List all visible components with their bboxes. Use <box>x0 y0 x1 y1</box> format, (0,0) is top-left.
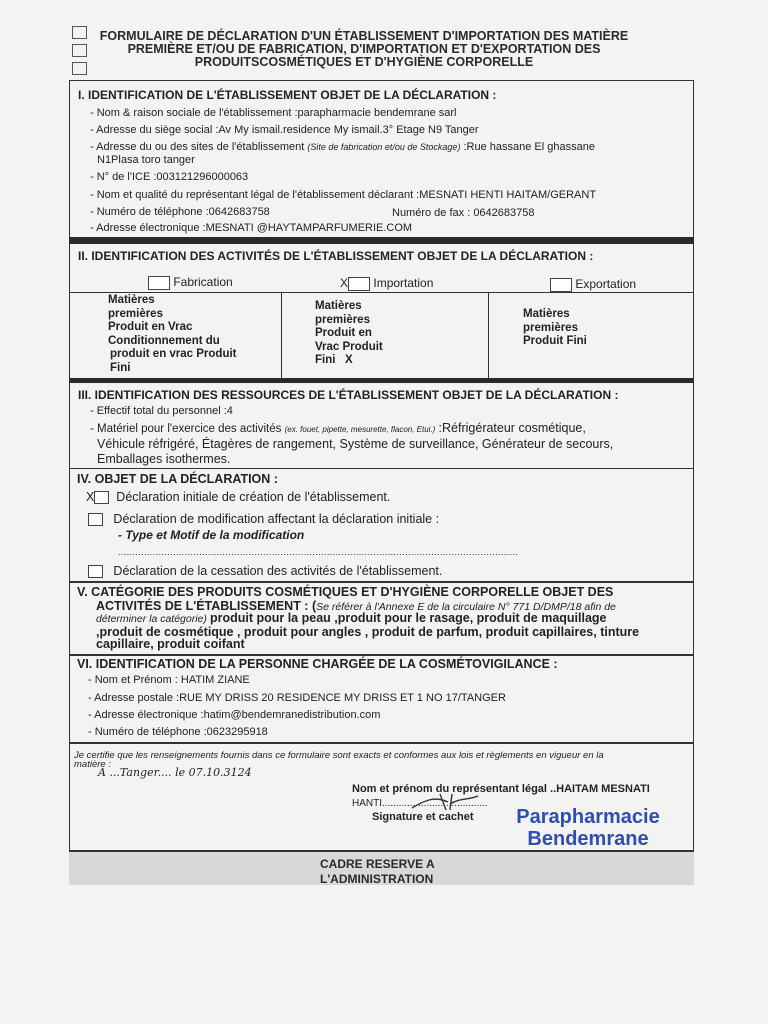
section5-note2: déterminer la catégorie) <box>96 613 207 625</box>
admin-line2: L'ADMINISTRATION <box>320 872 434 886</box>
stamp-line2: Bendemrane <box>527 828 649 850</box>
section3-materiel-value: :Réfrigérateur cosmétique, <box>438 421 586 435</box>
section2-col1 <box>108 294 237 375</box>
section3-effectif: - Effectif total du personnel :4 <box>90 405 233 417</box>
section1-adresse-sites-value: :Rue hassane El ghassane <box>463 141 595 153</box>
signature-label: Signature et cachet <box>372 811 474 823</box>
activity-fabrication <box>148 275 233 290</box>
section1-adresse-sites-value2: N1Plasa toro tanger <box>97 154 195 166</box>
col3-line: premières <box>523 321 578 334</box>
section5-produits2: ,produit de cosmétique , produit pour angles , produit de parfum, produit capillaires, tinture <box>96 625 640 639</box>
declaration-cessation <box>88 564 442 579</box>
section2-col-divider-2 <box>488 292 489 379</box>
section2-col-divider-1 <box>281 292 282 379</box>
handwritten-signature <box>410 790 480 816</box>
importation-checkbox[interactable] <box>348 277 370 291</box>
section1-email: - Adresse électronique :MESNATI @HAYTAMPARFUMERIE.COM <box>90 222 413 234</box>
admin-line1: CADRE RESERVE A <box>320 857 435 871</box>
section5-note: Se référer à l'Annexe E de la circulaire N° 771 D/DMP/18 afin de <box>316 601 616 613</box>
declaration-initiale <box>86 490 390 505</box>
col2-line: Fini X <box>315 354 353 366</box>
section3-heading: III. IDENTIFICATION DES RESSOURCES DE L'ÉTABLISSEMENT OBJET DE LA DÉCLARATION : <box>78 388 619 402</box>
cessation-checkbox[interactable] <box>88 565 103 578</box>
section1-fax: Numéro de fax : 0642683758 <box>392 207 535 219</box>
section6-adresse: - Adresse postale :RUE MY DRISS 20 RESIDENCE MY DRISS ET 1 NO 17/TANGER <box>88 692 506 704</box>
section6-heading: VI. IDENTIFICATION DE LA PERSONNE CHARGÉE DE LA COSMÉTOVIGILANCE : <box>77 657 558 671</box>
form-title-line2: PREMIÈRE ET/OU DE FABRICATION, D'IMPORTATION ET D'EXPORTATION DES <box>127 42 601 56</box>
section5-heading2-text: ACTIVITÉS DE L'ÉTABLISSEMENT : ( <box>96 599 317 613</box>
form-title <box>74 30 654 69</box>
fabrication-checkbox[interactable] <box>148 276 170 290</box>
col1-line: Conditionnement du <box>108 334 220 347</box>
modification-dots: .......................................................................................................................................... <box>118 547 519 557</box>
section2-heading: II. IDENTIFICATION DES ACTIVITÉS DE L'ÉTABLISSEMENT OBJET DE LA DÉCLARATION : <box>78 249 594 263</box>
col1-line: Matières <box>108 294 155 306</box>
certification-text2: matière : <box>74 759 111 770</box>
form-title-line1: FORMULAIRE DE DÉCLARATION D'UN ÉTABLISSEMENT D'IMPORTATION DES MATIÈRE <box>99 29 629 43</box>
declaration-modification <box>88 512 439 527</box>
section1-adresse-sites-label: - Adresse du ou des sites de l'établissement <box>90 141 305 153</box>
col2-line: Matières <box>315 300 362 312</box>
section3-materiel-line2: Véhicule réfrigéré, Étagères de rangement, Système de surveillance, Générateur de secours, <box>97 437 614 451</box>
importation-label: Importation <box>373 276 434 290</box>
type-motif: - Type et Motif de la modification <box>118 528 305 542</box>
col3-line: Matières <box>523 308 570 320</box>
modification-label: Déclaration de modification affectant la déclaration initiale : <box>113 512 440 526</box>
importation-mark: X <box>340 276 349 290</box>
col2-line: Produit en <box>315 327 372 339</box>
section1-heading: I. IDENTIFICATION DE L'ÉTABLISSEMENT OBJET DE LA DÉCLARATION : <box>78 88 497 102</box>
section-divider-1 <box>69 237 694 244</box>
section1-adresse-sites-note: (Site de fabrication et/ou de Stockage) <box>307 142 461 152</box>
section6-telephone: - Numéro de téléphone :0623295918 <box>88 726 268 738</box>
section2-table-top <box>69 292 694 293</box>
representant-line2: HANTI...................................... <box>352 798 488 809</box>
section6-email: - Adresse électronique :hatim@bendemranedistribution.com <box>88 709 381 721</box>
col3-line: Produit Fini <box>523 335 587 347</box>
section5-heading1: V. CATÉGORIE DES PRODUITS COSMÉTIQUES ET D'HYGIÈNE CORPORELLE OBJET DES <box>77 585 614 599</box>
representant-label: Nom et prénom du représentant légal ..HAITAM MESNATI <box>352 783 650 795</box>
fabrication-label: Fabrication <box>173 275 233 289</box>
section4-heading: IV. OBJET DE LA DÉCLARATION : <box>77 472 278 486</box>
place-date: A ...Tanger.... le 07.10.3124 <box>98 766 252 779</box>
cessation-label: Déclaration de la cessation des activités de l'établissement. <box>113 564 443 578</box>
modification-checkbox[interactable] <box>88 513 103 526</box>
section5-produits3: capillaire, produit coifant <box>96 637 245 651</box>
section-divider-6 <box>69 742 694 744</box>
section3-materiel-note: (ex. fouet, pipette, mesurette, flacon, Etui.) <box>284 425 436 434</box>
initiale-label: Déclaration initiale de création de l'établissement. <box>116 490 391 504</box>
activity-exportation <box>550 277 636 292</box>
col1-line: Fini <box>110 361 131 374</box>
section3-materiel-label: - Matériel pour l'exercice des activités <box>90 423 282 435</box>
col2-line: premières <box>315 313 370 326</box>
section1-telephone: - Numéro de téléphone :0642683758 <box>90 206 270 218</box>
section6-nom: - Nom et Prénom : HATIM ZIANE <box>88 674 250 686</box>
section5-produits1: produit pour la peau ,produit pour le rasage, produit de maquillage <box>209 611 607 625</box>
section1-adresse-siege: - Adresse du siège social :Av My ismail.residence My ismail.3° Etage N9 Tanger <box>90 124 479 136</box>
section3-materiel-line3: Emballages isothermes. <box>97 452 231 466</box>
col1-line: Produit en Vrac <box>108 321 193 333</box>
initiale-mark: X <box>86 490 95 504</box>
section1-ice: - N° de l'ICE :003121296000063 <box>90 171 249 183</box>
section1-nom: - Nom & raison sociale de l'établissement :parapharmacie bendemrane sarl <box>90 107 457 119</box>
section-divider-5 <box>69 654 694 656</box>
stamp-line1: Parapharmacie <box>516 806 660 828</box>
exportation-label: Exportation <box>575 277 637 291</box>
exportation-checkbox[interactable] <box>550 278 572 292</box>
activity-importation <box>340 276 433 291</box>
admin-label <box>320 857 435 887</box>
col1-line: produit en vrac Produit <box>110 348 237 360</box>
section2-col2 <box>315 300 383 368</box>
col1-line: premières <box>108 307 163 320</box>
initiale-checkbox[interactable] <box>94 491 109 504</box>
section-divider-3 <box>69 468 694 469</box>
section3-materiel <box>90 421 586 437</box>
form-title-line3: PRODUITSCOSMÉTIQUES ET D'HYGIÈNE CORPORELLE <box>194 55 534 69</box>
section-divider-4 <box>69 581 694 583</box>
certification-text: Je certifie que les renseignements fournis dans ce formulaire sont exacts et conformes aux lois et règlements en vigueur en la <box>74 750 604 761</box>
section1-representant: - Nom et qualité du représentant légal de l'établissement déclarant :MESNATI HENTI HAITAM/GERANT <box>90 189 597 201</box>
col2-line: Vrac Produit <box>315 340 383 353</box>
section-divider-2 <box>69 378 694 383</box>
section2-col3 <box>523 308 587 349</box>
